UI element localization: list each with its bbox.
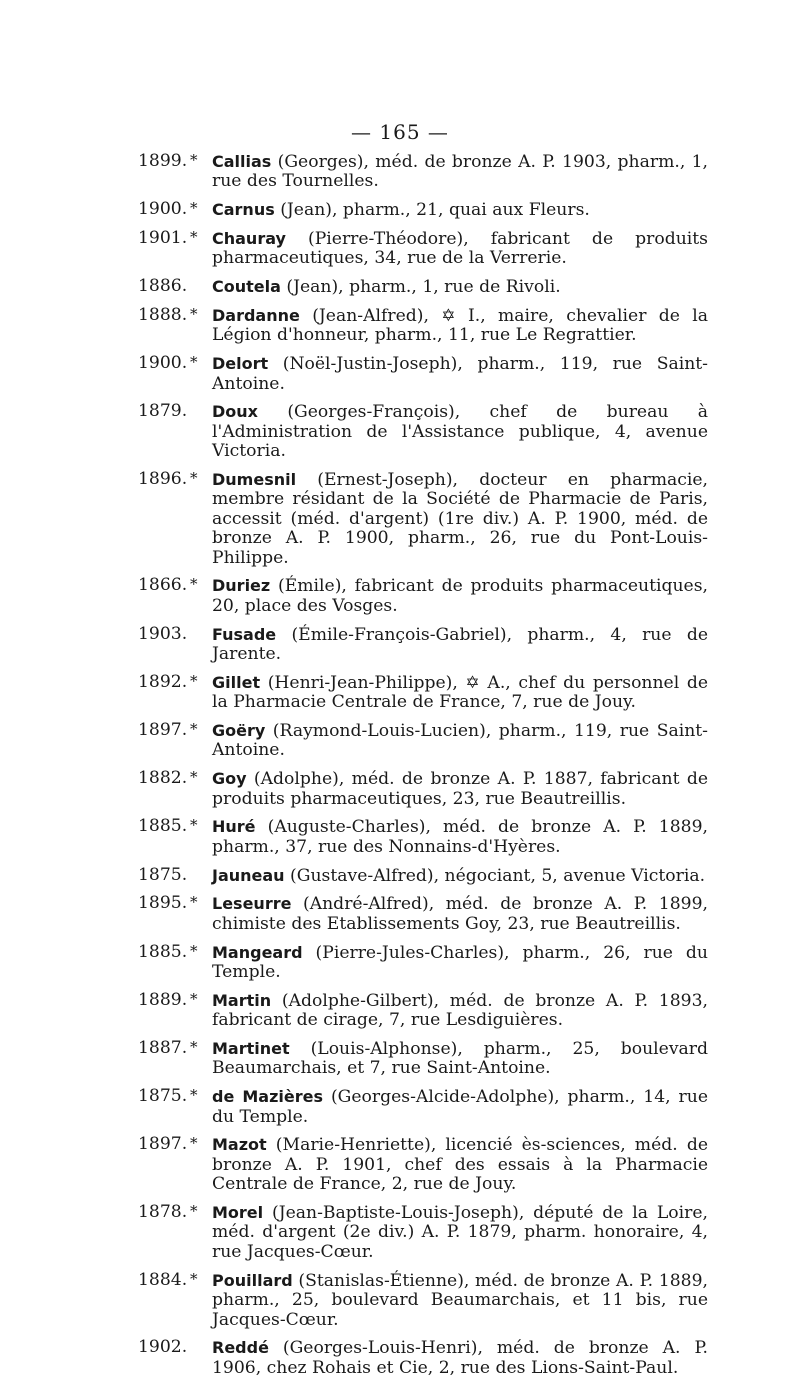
entry-asterisk: * — [190, 1134, 198, 1153]
list-item — [138, 943, 708, 983]
list-item — [138, 1039, 708, 1079]
list-item — [138, 721, 708, 761]
page-number: — 165 — — [351, 120, 449, 144]
entry-year: 1878. — [138, 1202, 188, 1223]
entry-asterisk: * — [190, 671, 198, 690]
entry-year: 1897. — [138, 1134, 188, 1155]
entry-name: de Mazières — [212, 1087, 323, 1107]
entry-description: (Adolphe-Gilbert), méd. de bronze A. P. 1893, fabricant de cirage, 7, rue Lesdiguières. — [212, 990, 708, 1031]
entry-description: (Ernest-Joseph), docteur en pharmacie, membre résidant de la Société de Pharmacie de Paris, accessit (méd. d'argent) (1re div.) A. P. 1900, méd. de bronze A. P. 1900, pharm., 26, rue du Pont-Louis-Philippe. — [212, 470, 708, 568]
entry-asterisk: * — [190, 353, 198, 372]
entry-asterisk: * — [190, 893, 198, 912]
entry-name: Callias — [212, 152, 272, 171]
entry-description: (Jean-Alfred), ✡ I., maire, chevalier de la Légion d'honneur, pharm., 11, rue Le Regrattier. — [212, 306, 708, 346]
entry-description: (Jean), pharm., 21, quai aux Fleurs. — [280, 200, 590, 221]
entry-year: 1886. — [138, 276, 188, 297]
member-list — [138, 152, 708, 1387]
entry-name: Morel — [212, 1203, 264, 1223]
list-item — [138, 625, 708, 665]
list-item — [138, 470, 708, 568]
entry-year: 1866. — [138, 575, 188, 596]
entry-description: (Pierre-Jules-Charles), pharm., 26, rue du Temple. — [212, 942, 708, 983]
entry-asterisk: * — [190, 941, 198, 960]
entry-description: (Auguste-Charles), méd. de bronze A. P. 1889, pharm., 37, rue des Nonnains-d'Hyères. — [212, 817, 709, 857]
entry-name: Leseurre — [212, 894, 292, 914]
entry-year: 1889. — [138, 989, 188, 1010]
entry-name: Chauray — [212, 229, 286, 248]
entry-description: (Jean), pharm., 1, rue de Rivoli. — [286, 277, 561, 298]
entry-year: 1885. — [138, 816, 188, 837]
entry-description: (Émile), fabricant de produits pharmaceutiques, 20, place des Vosges. — [212, 576, 708, 616]
entry-asterisk: * — [190, 989, 198, 1008]
list-item — [138, 1135, 708, 1194]
entry-description: (Pierre-Théodore), fabricant de produits pharmaceutiques, 34, rue de la Verrerie. — [212, 229, 709, 269]
entry-name: Doux — [212, 402, 258, 422]
entry-asterisk: * — [190, 1038, 198, 1057]
entry-description: (Noël-Justin-Joseph), pharm., 119, rue Saint-Antoine. — [212, 354, 708, 394]
list-item — [138, 354, 708, 394]
entry-name: Martin — [212, 990, 272, 1010]
entry-year: 1900. — [138, 353, 188, 374]
entry-year: 1875. — [138, 1086, 188, 1107]
list-item — [138, 152, 708, 192]
entry-name: Delort — [212, 354, 269, 374]
entry-name: Gillet — [212, 672, 261, 692]
entry-year: 1900. — [138, 199, 188, 220]
entry-description: (Georges-Louis-Henri), méd. de bronze A. P. 1906, chez Rohais et Cie, 2, rue des Lions-Saint-Paul. — [212, 1338, 708, 1378]
entry-year: 1879. — [138, 401, 188, 422]
entry-description: (Henri-Jean-Philippe), ✡ A., chef du personnel de la Pharmacie Centrale de France, 7, rue de Jouy. — [212, 672, 708, 713]
entry-year: 1899. — [138, 151, 188, 171]
entry-description: (Marie-Henriette), licencié ès-sciences, méd. de bronze A. P. 1901, chef des essais à la Pharmacie Centrale de France, 2, rue de Jouy. — [212, 1135, 709, 1195]
list-item — [138, 576, 708, 616]
list-item — [138, 866, 708, 886]
entry-name: Coutela — [212, 277, 281, 297]
entry-name: Goy — [212, 769, 247, 789]
entry-name: Martinet — [212, 1039, 290, 1059]
entry-description: (Georges-François), chef de bureau à l'Administration de l'Assistance publique, 4, avenue Victoria. — [212, 402, 708, 462]
list-item — [138, 277, 708, 297]
entry-year: 1875. — [138, 864, 188, 885]
entry-year: 1903. — [138, 623, 188, 644]
entry-year: 1901. — [138, 228, 188, 248]
list-item — [138, 1338, 708, 1378]
entry-year: 1896. — [138, 469, 188, 490]
entry-asterisk: * — [190, 720, 198, 739]
list-item — [138, 769, 708, 809]
entry-asterisk: * — [190, 1086, 198, 1105]
list-item — [138, 1203, 708, 1262]
list-item — [138, 991, 708, 1031]
entry-name: Mazot — [212, 1135, 267, 1155]
entry-asterisk: * — [190, 469, 198, 488]
entry-name: Mangeard — [212, 942, 303, 962]
entry-description: (Louis-Alphonse), pharm., 25, boulevard Beaumarchais, et 7, rue Saint-Antoine. — [212, 1039, 709, 1079]
list-item — [138, 306, 708, 346]
entry-name: Dardanne — [212, 306, 300, 325]
entry-name: Dumesnil — [212, 470, 297, 490]
list-item — [138, 229, 708, 269]
entry-year: 1885. — [138, 941, 188, 962]
entry-year: 1895. — [138, 893, 188, 914]
entry-description: (Adolphe), méd. de bronze A. P. 1887, fabricant de produits pharmaceutiques, 23, rue Beautreillis. — [212, 769, 709, 809]
entry-description: (Raymond-Louis-Lucien), pharm., 119, rue Saint-Antoine. — [212, 721, 708, 761]
entry-description: (Georges-Alcide-Adolphe), pharm., 14, rue du Temple. — [212, 1087, 708, 1127]
entry-year: 1882. — [138, 768, 188, 789]
entry-description: (Jean-Baptiste-Louis-Joseph), député de la Loire, méd. d'argent (2e div.) A. P. 1879, pharm. honoraire, 4, rue Jacques-Cœur. — [212, 1203, 708, 1262]
entry-description: (Émile-François-Gabriel), pharm., 4, rue de Jarente. — [212, 624, 708, 665]
entry-asterisk: * — [190, 768, 198, 787]
entry-name: Pouillard — [212, 1270, 293, 1290]
entry-description: (Stanislas-Étienne), méd. de bronze A. P. 1889, pharm., 25, boulevard Beaumarchais, et 11 bis, rue Jacques-Cœur. — [212, 1270, 708, 1330]
entry-description: (Georges), méd. de bronze A. P. 1903, pharm., 1, rue des Tournelles. — [212, 152, 709, 192]
entry-asterisk: * — [190, 199, 198, 218]
list-item — [138, 402, 708, 461]
list-item — [138, 1087, 708, 1127]
entry-year: 1897. — [138, 720, 188, 741]
entry-year: 1884. — [138, 1269, 188, 1290]
entry-name: Huré — [212, 817, 256, 837]
entry-year: 1888. — [138, 305, 188, 325]
list-item — [138, 894, 708, 934]
entry-asterisk: * — [190, 228, 198, 246]
list-item — [138, 1271, 708, 1330]
entry-name: Goëry — [212, 721, 266, 741]
entry-year: 1887. — [138, 1038, 188, 1059]
entry-name: Carnus — [212, 200, 275, 220]
entry-asterisk: * — [190, 575, 198, 594]
list-item — [138, 673, 708, 713]
list-item — [138, 817, 708, 857]
entry-asterisk: * — [190, 305, 198, 323]
entry-year: 1902. — [138, 1337, 188, 1358]
entry-name: Reddé — [212, 1338, 269, 1358]
entry-name: Fusade — [212, 624, 277, 644]
entry-asterisk: * — [190, 816, 198, 835]
entry-description: (André-Alfred), méd. de bronze A. P. 1899, chimiste des Etablissements Goy, 23, rue Beautreillis. — [212, 894, 709, 934]
entry-description: (Gustave-Alfred), négociant, 5, avenue Victoria. — [290, 865, 706, 886]
entry-asterisk: * — [190, 151, 198, 169]
entry-asterisk: * — [190, 1269, 198, 1288]
entry-name: Duriez — [212, 576, 271, 596]
entry-name: Jauneau — [212, 865, 285, 885]
entry-year: 1892. — [138, 671, 188, 692]
entry-asterisk: * — [190, 1202, 198, 1221]
list-item — [138, 200, 708, 220]
